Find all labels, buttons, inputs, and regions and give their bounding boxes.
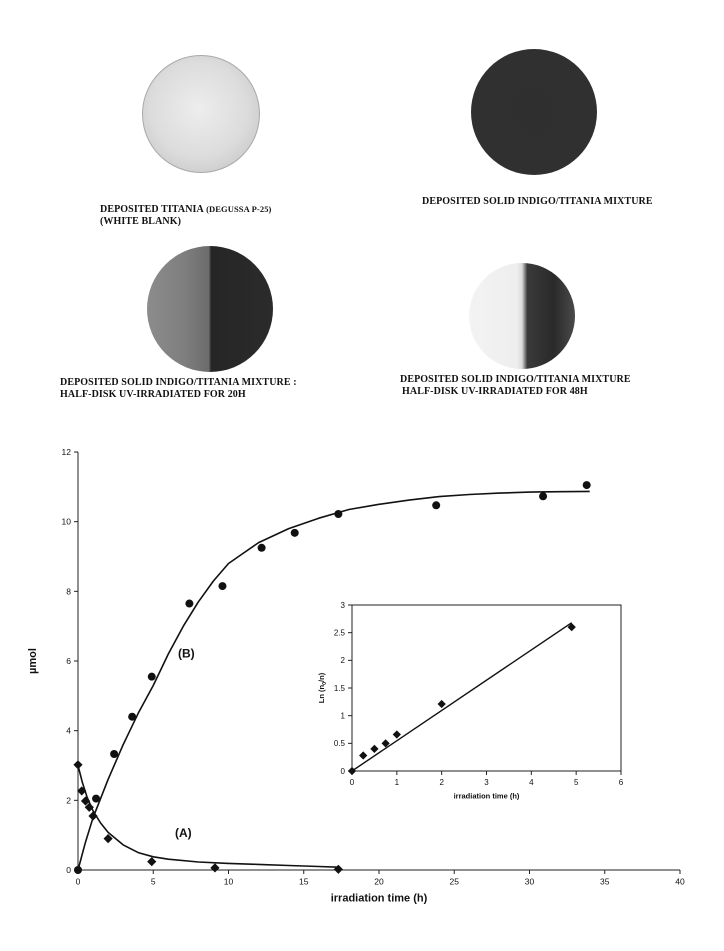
main-x-axis-label: irradiation time (h) [330, 892, 428, 905]
main-series-a-point [73, 760, 82, 769]
main-x-tick-label: 20 [374, 876, 384, 887]
inset-x-tick-label: 6 [618, 778, 624, 787]
main-series-a-point [77, 786, 86, 795]
inset-y-tick-label: 2.5 [333, 628, 345, 638]
main-x-tick-label: 10 [223, 876, 234, 887]
inset-y-axis-label: Ln $(n_0/n)$ [317, 672, 328, 704]
main-series-b-point [148, 673, 156, 681]
main-series-b-point [583, 481, 591, 489]
main-x-tick-label: 0 [75, 876, 81, 887]
main-series-b-point [218, 582, 226, 590]
main-series-b-point [334, 510, 342, 518]
inset-frame [352, 605, 621, 771]
photo-panel [0, 0, 724, 410]
inset-x-tick-label: 5 [573, 778, 579, 787]
main-series-b-point [110, 750, 118, 758]
main-x-tick-label: 15 [299, 876, 309, 887]
inset-y-tick-label: 0.5 [333, 739, 345, 749]
inset-y-tick-label: 1.5 [333, 683, 345, 693]
main-y-tick-label: 8 [66, 586, 71, 597]
main-annotation: (B) [178, 646, 195, 661]
caption-titania-blank: DEPOSITED TITANIA (DEGUSSA P-25) (WHITE BLANK) [100, 204, 272, 227]
main-x-tick-label: 35 [600, 876, 610, 887]
main-series-b-point [74, 866, 82, 874]
inset-x-tick-label: 3 [484, 778, 489, 787]
main-y-tick-label: 0 [66, 864, 71, 875]
main-series-a-point [334, 865, 343, 874]
caption-indigo-titania: DEPOSITED SOLID INDIGO/TITANIA MIXTURE [422, 196, 653, 207]
inset-x-tick-label: 2 [439, 778, 444, 787]
main-y-tick-label: 2 [66, 795, 71, 806]
inset-x-tick-label: 4 [529, 778, 534, 787]
inset-y-tick-label: 1 [340, 711, 345, 721]
inset-y-tick-label: 2 [340, 656, 345, 666]
inset-y-tick-label: 0 [340, 766, 345, 776]
inset-x-axis-label: irradiation time (h) [453, 791, 520, 801]
caption-half-irradiated-48h: DEPOSITED SOLID INDIGO/TITANIA MIXTURE HALF-DISK UV-IRRADIATED FOR 48H [400, 374, 631, 397]
main-y-tick-label: 10 [61, 516, 71, 527]
main-y-tick-label: 6 [66, 655, 71, 666]
inset-y-tick-label: 3 [340, 600, 345, 610]
main-series-b-point [432, 501, 440, 509]
chart-figure [0, 410, 724, 951]
main-series-b-point [185, 600, 193, 608]
main-x-tick-label: 30 [524, 876, 535, 887]
main-series-b-point [291, 529, 299, 537]
main-series-b-point [128, 713, 136, 721]
inset-x-tick-label: 1 [394, 778, 400, 787]
main-x-tick-label: 25 [449, 876, 459, 887]
main-x-tick-label: 5 [150, 876, 156, 887]
main-series-a-fit-line [78, 766, 338, 868]
main-series-b-point [258, 544, 266, 552]
main-series-a-point [210, 863, 219, 872]
disk-half-irradiated-20h [147, 246, 273, 372]
main-y-tick-label: 4 [66, 725, 71, 736]
main-annotation: (A) [175, 825, 192, 840]
main-y-tick-label: 12 [61, 446, 71, 457]
main-series-a-point [147, 857, 156, 866]
disk-half-irradiated-48h [469, 263, 575, 369]
main-series-b-point [539, 492, 547, 500]
inset-chart [317, 601, 624, 801]
main-x-tick-label: 40 [675, 876, 685, 887]
disk-titania-blank [142, 55, 260, 173]
main-y-axis-label: µmol [27, 648, 39, 674]
disk-indigo-titania [471, 49, 597, 175]
main-series-b-point [92, 795, 100, 803]
inset-x-tick-label: 0 [349, 778, 355, 787]
caption-half-irradiated-20h: DEPOSITED SOLID INDIGO/TITANIA MIXTURE : HALF-DISK UV-IRRADIATED FOR 20H [60, 377, 297, 400]
